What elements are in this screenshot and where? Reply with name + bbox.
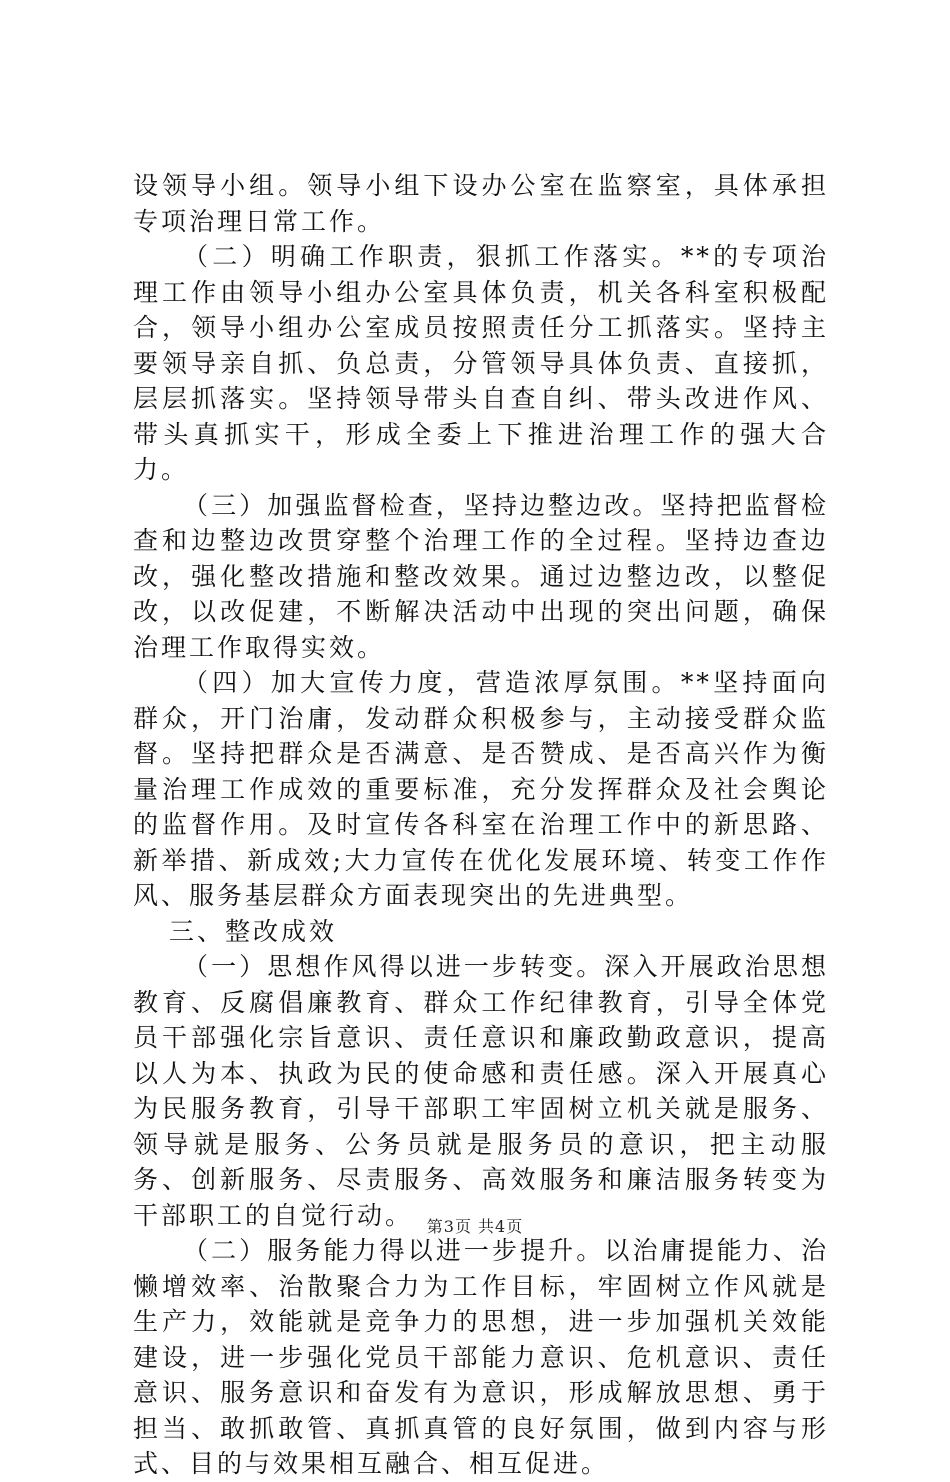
paragraph-publicity: （四）加大宣传力度，营造浓厚氛围。**坚持面向群众，开门治庸，发动群众积极参与，主动接受群众监督。坚持把群众是否满意、是否赞成、是否高兴作为衡量治理工作成效的重要标准，充分发挥群众及社会舆论的监督作用。及时宣传各科室在治理工作中的新思路、新举措、新成效;大力宣传在优化发展环境、转变工作作风、服务基层群众方面表现突出的先进典型。 (133, 668, 829, 910)
paragraph-service-capacity: （二）服务能力得以进一步提升。以治庸提能力、治懒增效率、治散聚合力为工作目标，牢固树立作风就是生产力，效能就是竞争力的思想，进一步加强机关效能建设，进一步强化党员干部能力意识、危机意识、责任意识、服务意识和奋发有为意识，形成解放思想、勇于担当、敢抓敢管、真抓真管的良好氛围，做到内容与形式、目的与效果相互融合、相互促进。 (133, 1236, 829, 1478)
paragraph-leadership-office: 设领导小组。领导小组下设办公室在监察室，具体承担专项治理日常工作。 (133, 171, 829, 236)
page-footer (0, 1214, 950, 1237)
paragraph-supervision-inspection: （三）加强监督检查，坚持边整边改。坚持把监督检查和边整边改贯穿整个治理工作的全过程。坚持边查边改，强化整改措施和整改效果。通过边整边改，以整促改，以改促建，不断解决活动中出现的突出问题，确保治理工作取得实效。 (133, 490, 829, 662)
paragraph-thought-style-change: （一）思想作风得以进一步转变。深入开展政治思想教育、反腐倡廉教育、群众工作纪律教育，引导全体党员干部强化宗旨意识、责任意识和廉政勤政意识，提高以人为本、执政为民的使命感和责任感。深入开展真心为民服务教育，引导干部职工牢固树立机关就是服务、领导就是服务、公务员就是服务员的意识，把主动服务、创新服务、尽责服务、高效服务和廉洁服务转变为干部职工的自觉行动。 (133, 952, 829, 1230)
paragraph-clarify-responsibilities: （二）明确工作职责，狠抓工作落实。**的专项治理工作由领导小组办公室具体负责，机关各科室积极配合，领导小组办公室成员按照责任分工抓落实。坚持主要领导亲自抓、负总责，分管领导具体负责、直接抓，层层抓落实。坚持领导带头自查自纠、带头改进作风、带头真抓实干，形成全委上下推进治理工作的强大合力。 (133, 242, 829, 484)
page-number-indicator: 第3页 共4页 (426, 1217, 524, 1236)
document-body (133, 168, 829, 1482)
section-heading-rectification-results: 三、整改成效 (169, 916, 338, 946)
